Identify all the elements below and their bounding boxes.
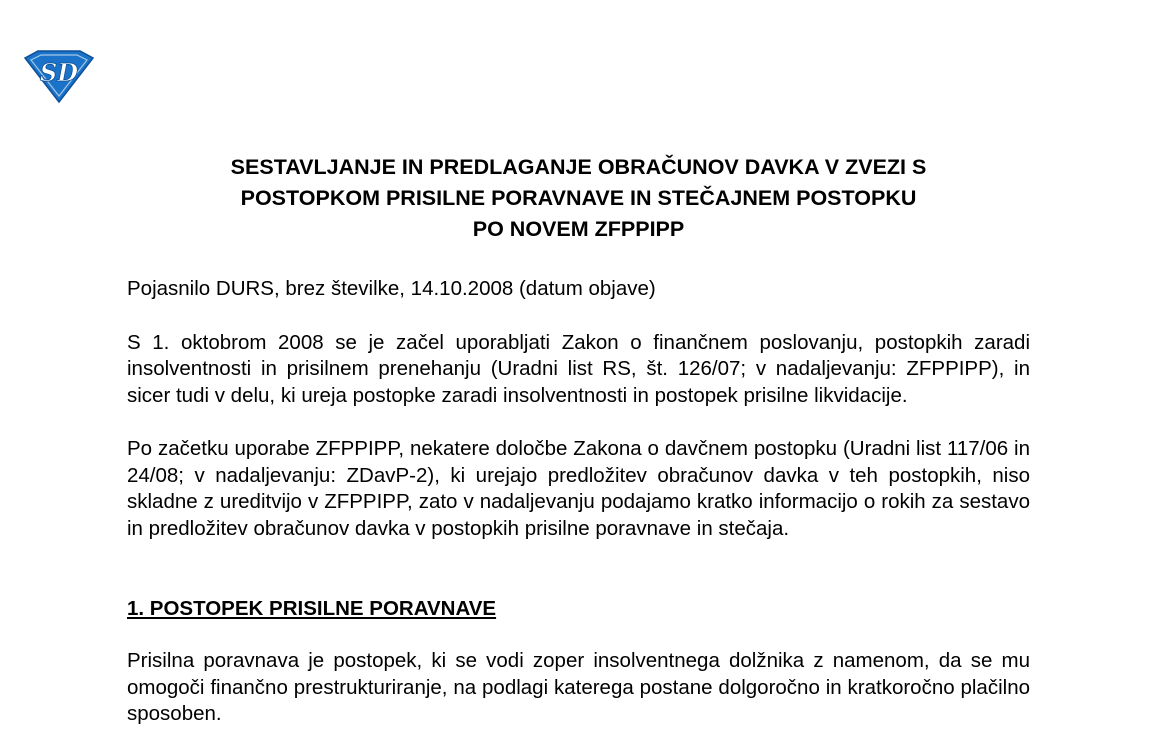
logo-letters: SD xyxy=(39,58,79,87)
document-source-note: Pojasnilo DURS, brez številke, 14.10.2008 (datum objave) xyxy=(127,277,656,300)
document-body xyxy=(127,152,1030,728)
document-title xyxy=(127,152,1030,245)
section-1-heading: 1. POSTOPEK PRISILNE PORAVNAVE xyxy=(127,597,497,620)
title-line-1: SESTAVLJANJE IN PREDLAGANJE OBRAČUNOV DAVKA V ZVEZI S xyxy=(230,155,927,179)
company-logo xyxy=(22,48,96,104)
intro-paragraph: S 1. oktobrom 2008 se je začel uporabljati Zakon o finančnem poslovanju, postopkih zaradi insolventnosti in prisilnem prenehanju (Uradni list RS, št. 126/07; v nadaljevanju: ZFPPIPP), in sicer tudi v delu, ki ureja postopke zaradi insolventnosti in postopek prisilne likvidacije. xyxy=(127,330,1030,407)
title-line-3: PO NOVEM ZFPPIPP xyxy=(472,217,685,241)
section-1-paragraph: Prisilna poravnava je postopek, ki se vodi zoper insolventnega dolžnika z namenom, da se mu omogoči finančno prestrukturiranje, na podlagi katerega postane dolgoročno in kratkoročno plačilno sposoben. xyxy=(127,649,1030,725)
context-paragraph: Po začetku uporabe ZFPPIPP, nekatere določbe Zakona o davčnem postopku (Uradni list 117/06 in 24/08; v nadaljevanju: ZDavP-2), ki urejajo predložitev obračunov davka v teh postopkih, niso skladne z ureditvijo v ZFPPIPP, zato v nadaljevanju podajamo kratko informacijo o rokih za sestavo in predložitev obračunov davka v postopkih prisilne poravnave in stečaja. xyxy=(127,437,1030,540)
title-line-2: POSTOPKOM PRISILNE PORAVNAVE IN STEČAJNEM POSTOPKU xyxy=(240,186,917,210)
